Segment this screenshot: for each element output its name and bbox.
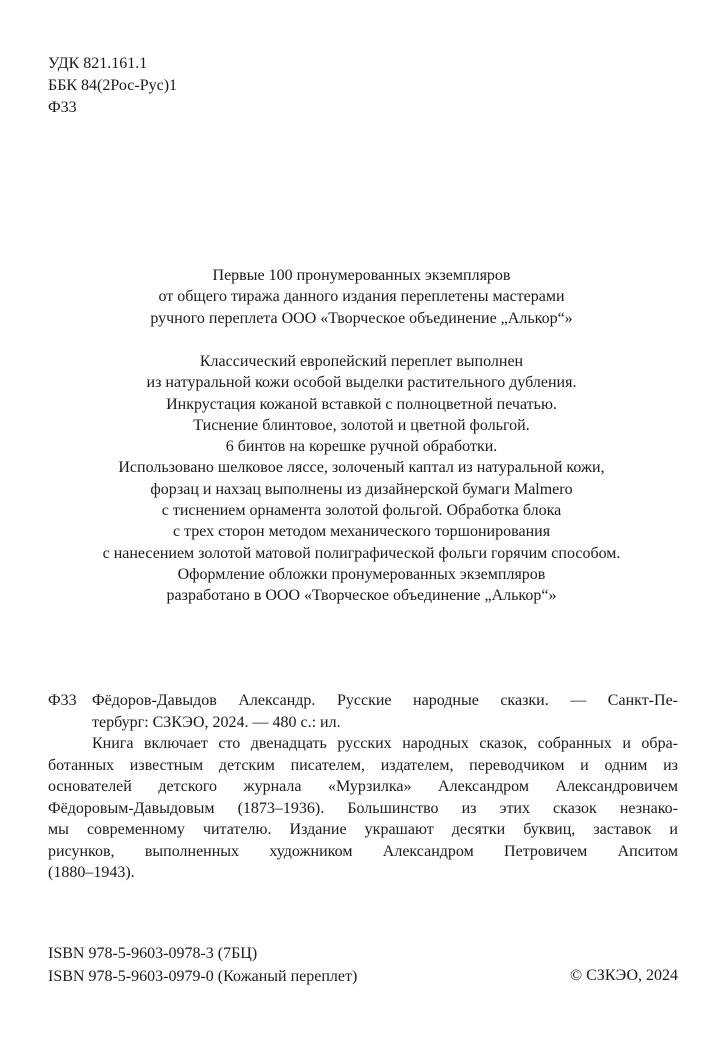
binding-line: Использовано шелковое ляссе, золоченый каптал из натуральной кожи, <box>118 459 605 477</box>
annotation-line: основателей детского журнала «Мурзилка» Александром Александровичем <box>48 778 678 795</box>
annotation-line: ботанных известным детским писателем, издателем, переводчиком и одним из <box>48 756 678 774</box>
binding-line: с тиснением орнамента золотой фольгой. Обработка блока <box>161 502 562 520</box>
entry-line: тербург: СЗКЭО, 2024. — 480 с.: ил. <box>92 713 341 731</box>
annotation-line: рисунков, выполненных художником Александром Петровичем Апситом <box>48 842 678 860</box>
binding-line: форзац и нахзац выполнены из дизайнерской бумаги Malmero <box>150 480 573 498</box>
annotation-line: Фёдоровым-Давыдовым (1873–1936). Большинство из этих сказок незнако- <box>48 799 678 817</box>
isbn-line: ISBN 978-5-9603-0979-0 (Кожаный переплет) <box>48 967 358 985</box>
notice-line: Первые 100 пронумерованных экземпляров <box>212 267 511 284</box>
binding-line: из натуральной кожи особой выделки растительного дубления. <box>146 374 577 392</box>
binding-line: разработано в ООО «Творческое объединение „Алькор“» <box>166 587 557 605</box>
classification-block <box>48 53 177 119</box>
copyright-notice: © СЗКЭО, 2024 <box>569 967 678 984</box>
annotation-line: мы современному читателю. Издание украшают десятки буквиц, заставок и <box>48 821 678 838</box>
bbk-code: ББК 84(2Рос-Рус)1 <box>48 77 178 94</box>
annotation-line: (1880–1943). <box>48 864 135 881</box>
binding-description <box>30 351 693 607</box>
bibliographic-author-mark: Ф33 <box>48 692 77 709</box>
binding-line: Тиснение блинтовое, золотой и цветной фольгой. <box>193 416 530 434</box>
entry-line: Фёдоров-Давыдов Александр. Русские народные сказки. — Санкт-Пе- <box>92 692 678 709</box>
binding-line: с трех сторон методом механического торшонирования <box>172 523 551 541</box>
notice-line: от общего тиража данного издания переплетены мастерами <box>158 288 565 306</box>
binding-line: 6 бинтов на корешке ручной обработки. <box>225 438 498 456</box>
binding-line: Оформление обложки пронумерованных экземпляров <box>177 565 546 583</box>
numbered-copies-notice <box>30 265 693 329</box>
binding-line: с нанесением золотой матовой полиграфической фольги горячим способом. <box>102 544 621 562</box>
annotation-line: Книга включает сто двенадцать русских народных сказок, собранных и обра- <box>92 735 678 752</box>
author-mark: Ф33 <box>48 99 77 116</box>
isbn-line: ISBN 978-5-9603-0978-3 (7БЦ) <box>48 945 258 962</box>
isbn-block <box>48 943 357 988</box>
notice-line: ручного переплета ООО «Творческое объединение „Алькор“» <box>150 309 573 327</box>
binding-line: Классический европейский переплет выполнен <box>199 353 524 370</box>
udk-code: УДК 821.161.1 <box>48 55 148 72</box>
bibliographic-record <box>48 690 678 884</box>
binding-line: Инкрустация кожаной вставкой с полноцветной печатью. <box>166 395 557 413</box>
